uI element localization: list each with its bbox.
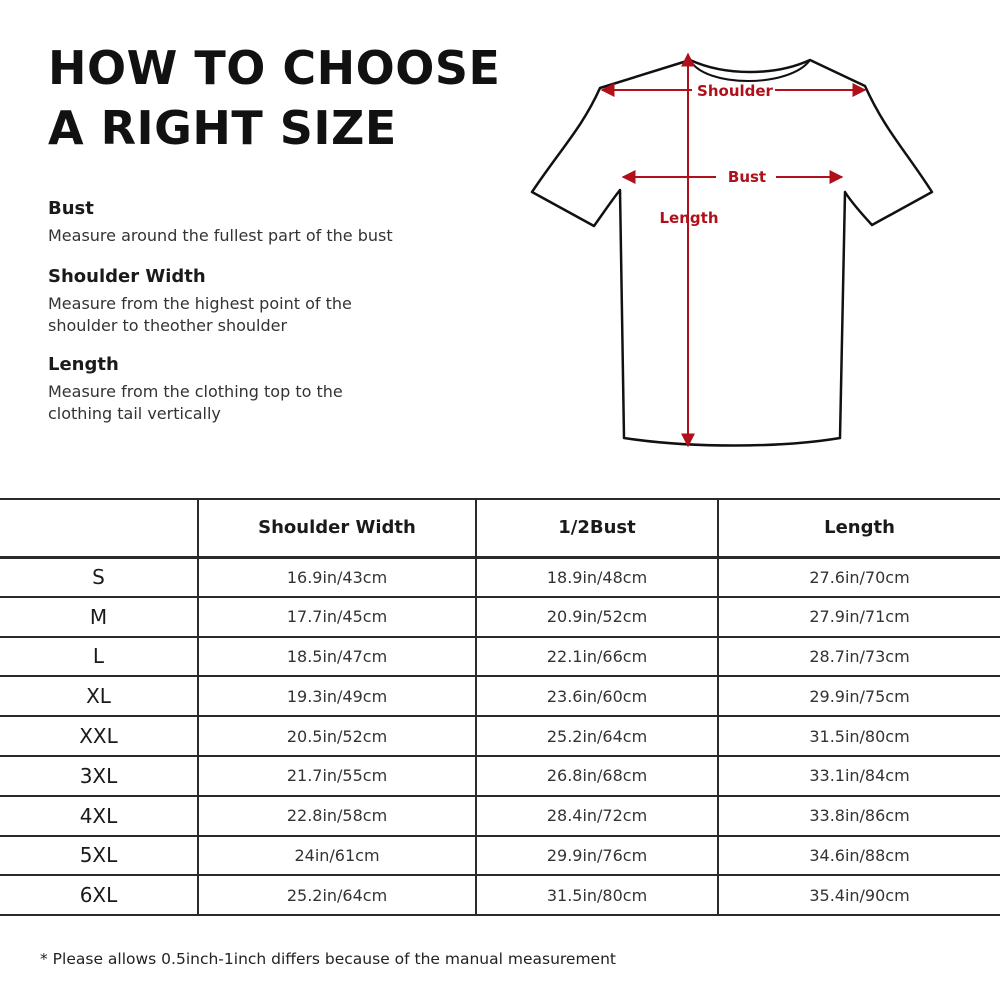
bust-cell: 26.8in/68cm — [476, 756, 718, 796]
length-cell: 35.4in/90cm — [718, 875, 1000, 915]
bust-cell: 29.9in/76cm — [476, 836, 718, 876]
bust-cell: 28.4in/72cm — [476, 796, 718, 836]
bust-label: Bust — [727, 168, 767, 186]
shoulder-cell: 18.5in/47cm — [198, 637, 476, 677]
title-line-2: A RIGHT SIZE — [48, 101, 397, 155]
guide-length-desc-line-1: Measure from the clothing top to the — [48, 382, 343, 401]
guide-shoulder-heading: Shoulder Width — [48, 266, 206, 287]
guide-shoulder-description — [48, 293, 428, 337]
header-half-bust: 1/2Bust — [476, 499, 718, 557]
bust-cell: 25.2in/64cm — [476, 716, 718, 756]
guide-bust — [48, 198, 428, 247]
shoulder-cell: 17.7in/45cm — [198, 597, 476, 637]
shoulder-cell: 20.5in/52cm — [198, 716, 476, 756]
guide-bust-description: Measure around the fullest part of the bust — [48, 226, 393, 245]
size-cell: L — [0, 637, 198, 677]
guide-length-heading: Length — [48, 354, 119, 375]
guide-shoulder-desc-line-2: shoulder to theother shoulder — [48, 316, 288, 335]
bust-cell: 22.1in/66cm — [476, 637, 718, 677]
shoulder-cell: 19.3in/49cm — [198, 676, 476, 716]
bust-cell: 23.6in/60cm — [476, 676, 718, 716]
bust-cell: 31.5in/80cm — [476, 875, 718, 915]
table-row — [0, 676, 1000, 716]
length-cell: 33.8in/86cm — [718, 796, 1000, 836]
size-cell: XL — [0, 676, 198, 716]
table-header-row — [0, 499, 1000, 557]
shoulder-cell: 24in/61cm — [198, 836, 476, 876]
guide-shoulder-desc-line-1: Measure from the highest point of the — [48, 294, 352, 313]
size-cell: 5XL — [0, 836, 198, 876]
shoulder-cell: 16.9in/43cm — [198, 557, 476, 597]
size-cell: 3XL — [0, 756, 198, 796]
length-cell: 29.9in/75cm — [718, 676, 1000, 716]
size-cell: 4XL — [0, 796, 198, 836]
table-row — [0, 597, 1000, 637]
length-cell: 34.6in/88cm — [718, 836, 1000, 876]
guide-bust-heading: Bust — [48, 198, 94, 219]
length-cell: 27.6in/70cm — [718, 557, 1000, 597]
length-cell: 27.9in/71cm — [718, 597, 1000, 637]
guide-length — [48, 354, 428, 425]
header-shoulder-width: Shoulder Width — [198, 499, 476, 557]
table-row — [0, 716, 1000, 756]
bust-cell: 20.9in/52cm — [476, 597, 718, 637]
guide-shoulder — [48, 266, 428, 337]
header-length: Length — [718, 499, 1000, 557]
table-row — [0, 557, 1000, 597]
table-row — [0, 796, 1000, 836]
size-cell: XXL — [0, 716, 198, 756]
length-cell: 28.7in/73cm — [718, 637, 1000, 677]
tshirt-diagram — [520, 40, 950, 460]
size-cell: M — [0, 597, 198, 637]
shoulder-cell: 21.7in/55cm — [198, 756, 476, 796]
table-row — [0, 756, 1000, 796]
size-chart-table — [0, 498, 1000, 916]
size-cell: 6XL — [0, 875, 198, 915]
length-cell: 33.1in/84cm — [718, 756, 1000, 796]
table-row — [0, 836, 1000, 876]
tshirt-outline — [532, 60, 932, 446]
size-cell: S — [0, 557, 198, 597]
length-label: Length — [659, 209, 719, 227]
shoulder-cell: 25.2in/64cm — [198, 875, 476, 915]
shoulder-cell: 22.8in/58cm — [198, 796, 476, 836]
bust-cell: 18.9in/48cm — [476, 557, 718, 597]
table-row — [0, 875, 1000, 915]
title-line-1: HOW TO CHOOSE — [48, 41, 501, 95]
length-cell: 31.5in/80cm — [718, 716, 1000, 756]
header-size — [0, 499, 198, 557]
table-row — [0, 637, 1000, 677]
measurement-note: * Please allows 0.5inch-1inch differs because of the manual measurement — [40, 950, 616, 968]
guide-length-desc-line-2: clothing tail vertically — [48, 404, 221, 423]
shoulder-label: Shoulder — [697, 82, 773, 100]
page-title — [48, 38, 500, 158]
guide-length-description — [48, 381, 428, 425]
